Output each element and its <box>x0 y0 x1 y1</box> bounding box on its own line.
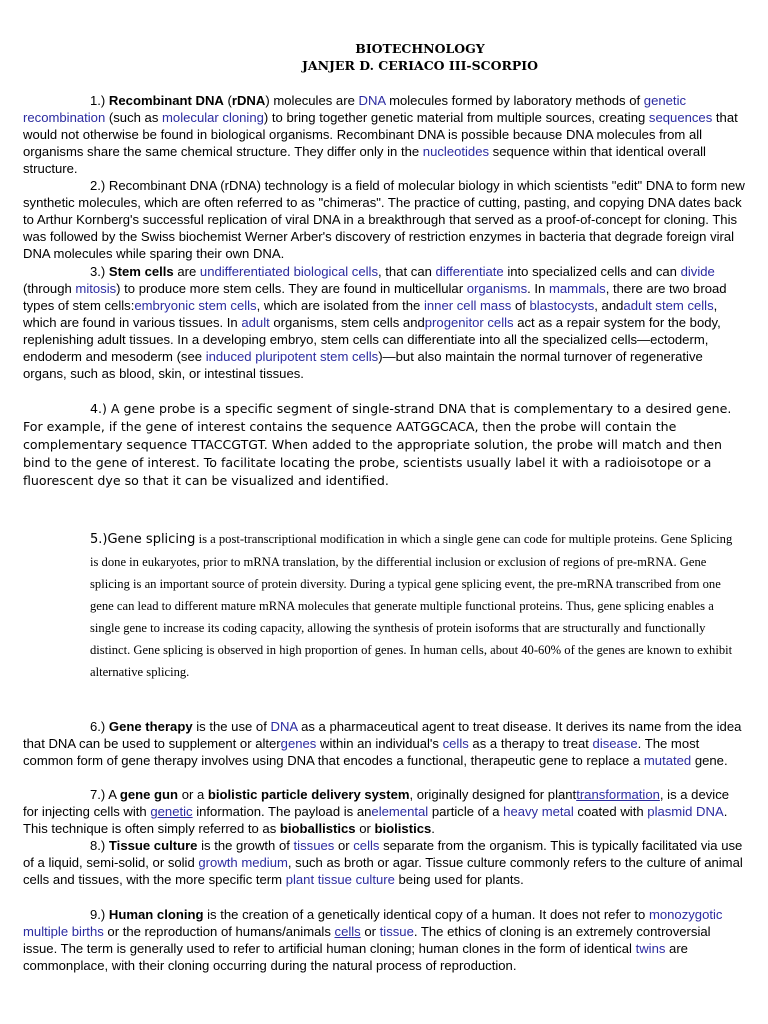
link[interactable]: disease <box>592 736 638 751</box>
term: Human cloning <box>108 907 204 922</box>
link[interactable]: adult <box>241 315 270 330</box>
link[interactable]: cells <box>353 838 380 853</box>
paragraph-6: 6.) Gene therapy is the use of DNA as a pharmaceutical agent to treat disease. It derives its name from the idea that DNA can be used to supplement or altergenes within an individual's cells as a therapy to treat disease. The most common form of gene therapy involves using DNA that encodes a functional, therapeutic gene to replace a mutated gene. <box>23 719 742 768</box>
link[interactable]: adult stem cells <box>623 298 714 313</box>
link[interactable]: tissue <box>379 924 414 939</box>
link[interactable]: genes <box>280 736 317 751</box>
term: Gene therapy <box>108 719 193 734</box>
link[interactable]: sequences <box>648 110 713 125</box>
paragraph-7: 7.) A gene gun or a biolistic particle delivery system, originally designed for planttransformation, is a device for injecting cells with genetic information. The payload is anelemental particle of a heavy metal coated with plasmid DNA. This technique is often simply referred to as bioballistics or biolistics. <box>23 787 730 836</box>
link[interactable]: plant tissue culture <box>285 872 395 887</box>
link[interactable]: nucleotides <box>422 144 490 159</box>
link[interactable]: heavy metal <box>503 804 574 819</box>
term: Tissue culture <box>108 838 198 853</box>
term: biolistics <box>374 821 432 836</box>
link[interactable]: growth medium <box>198 855 288 870</box>
link[interactable]: mutated <box>643 753 692 768</box>
link[interactable]: DNA <box>270 719 298 734</box>
term: 5.)Gene splicing <box>90 532 196 547</box>
paragraph-9: 9.) Human cloning is the creation of a genetically identical copy of a human. It does not refer to monozygotic multiple births or the reproduction of humans/animals cells or tissue. The ethics of cloning is an extremely controversial issue. The term is generally used to refer to artificial human cloning; human clones in the form of identical twins are commonplace, with their cloning occurring during the natural process of reproduction. <box>23 907 723 973</box>
link[interactable]: monozygotic multiple births <box>23 907 723 939</box>
link[interactable]: cells <box>334 924 361 939</box>
term: Stem cells <box>108 264 174 279</box>
term: biolistic particle delivery system <box>207 787 410 802</box>
link[interactable]: induced pluripotent stem cells <box>205 349 379 364</box>
link[interactable]: genetic <box>150 804 193 819</box>
link[interactable]: undifferentiated biological cells <box>199 264 379 279</box>
link[interactable]: blastocysts <box>529 298 595 313</box>
paragraph-8: 8.) Tissue culture is the growth of tissues or cells separate from the organism. This is typically facilitated via use of a liquid, semi-solid, or solid growth medium, such as broth or agar. Tissue culture commonly refers to the culture of animal cells and tissues, with the more specific term plant tissue culture being used for plants. <box>23 838 743 887</box>
link[interactable]: divide <box>680 264 715 279</box>
link[interactable]: DNA <box>358 93 386 108</box>
paragraph-3: 3.) Stem cells are undifferentiated biological cells, that can differentiate into specialized cells and can divide (through mitosis) to produce more stem cells. They are found in multicellular organisms. In mammals, there are two broad types of stem cells:embryonic stem cells, which are isolated from the inner cell mass of blastocysts, andadult stem cells, which are found in various tissues. In adult organisms, stem cells andprogenitor cells act as a repair system for the body, replenishing adult tissues. In a developing embryo, stem cells can differentiate into all the specialized cells—ectoderm, endoderm and mesoderm (see induced pluripotent stem cells)—but also maintain the normal turnover of regenerative organs, such as blood, skin, or intestinal tissues. <box>23 264 727 381</box>
document-title: BIOTECHNOLOGY <box>355 41 485 56</box>
paragraph-4: 4.) A gene probe is a specific segment of single-strand DNA that is complementary to a desired gene. For example, if the gene of interest contains the sequence AATGGCACA, then the probe will contain the complementary sequence TTACCGTGT. When added to the appropriate solution, the probe will match and then bind to the gene of interest. To facilitate locating the probe, scientists usually label it with a radioisotope or a fluorescent dye so that it can be visualized and identified. <box>23 401 732 488</box>
link[interactable]: mammals <box>548 281 606 296</box>
term: bioballistics <box>279 821 356 836</box>
link[interactable]: tissues <box>293 838 335 853</box>
document-header <box>0 40 768 74</box>
link[interactable]: genetic recombination <box>23 93 687 125</box>
link[interactable]: plasmid DNA <box>647 804 724 819</box>
paragraph-2: 2.) Recombinant DNA (rDNA) technology is a field of molecular biology in which scientists "edit" DNA to form new synthetic molecules, which are often referred to as "chimeras". The practice of cutting, pasting, and copying DNA dates back to Arthur Kornberg's successful replication of viral DNA in a breakthrough that served as a proof-of-concept for cloning. This was followed by the Swiss biochemist Werner Arber's discovery of restriction enzymes in bacteria that degrade foreign viral DNA molecules while sparing their own DNA. <box>23 178 745 261</box>
term: Recombinant DNA <box>108 93 224 108</box>
link[interactable]: organisms <box>466 281 528 296</box>
link[interactable]: embryonic stem cells <box>134 298 257 313</box>
paragraph-5: 5.)Gene splicing is a post-transcriptional modification in which a single gene can code for multiple proteins. Gene Splicing is done in eukaryotes, prior to mRNA translation, by the differential inclusion or exclusion of regions of pre-mRNA. Gene splicing is an important source of protein diversity. During a typical gene splicing event, the pre-mRNA transcribed from one gene can lead to different mature mRNA molecules that generate multiple functional proteins. Thus, gene splicing enables a single gene to increase its coding capacity, allowing the synthesis of protein isoforms that are structurally and functionally distinct. Gene splicing is observed in high proportion of genes. In human cells, about 40-60% of the genes are known to exhibit alternative splicing. <box>90 532 733 679</box>
link[interactable]: inner cell mass <box>423 298 512 313</box>
link[interactable]: transformation <box>576 787 660 802</box>
document-author: JANJER D. CERIACO III-SCORPIO <box>301 58 539 73</box>
link[interactable]: twins <box>635 941 666 956</box>
link[interactable]: molecular cloning <box>162 110 264 125</box>
paragraph-1: 1.) Recombinant DNA (rDNA) molecules are DNA molecules formed by laboratory methods of genetic recombination (such as molecular cloning) to bring together genetic material from multiple sources, creating sequences that would not otherwise be found in biological organisms. Recombinant DNA is possible because DNA molecules from all organisms share the same chemical structure. They differ only in the nucleotides sequence within that identical overall structure. <box>23 93 738 176</box>
link[interactable]: differentiate <box>435 264 504 279</box>
link[interactable]: cells <box>442 736 469 751</box>
link[interactable]: mitosis <box>75 281 117 296</box>
link[interactable]: progenitor cells <box>424 315 514 330</box>
link[interactable]: elemental <box>371 804 429 819</box>
term: gene gun <box>119 787 179 802</box>
